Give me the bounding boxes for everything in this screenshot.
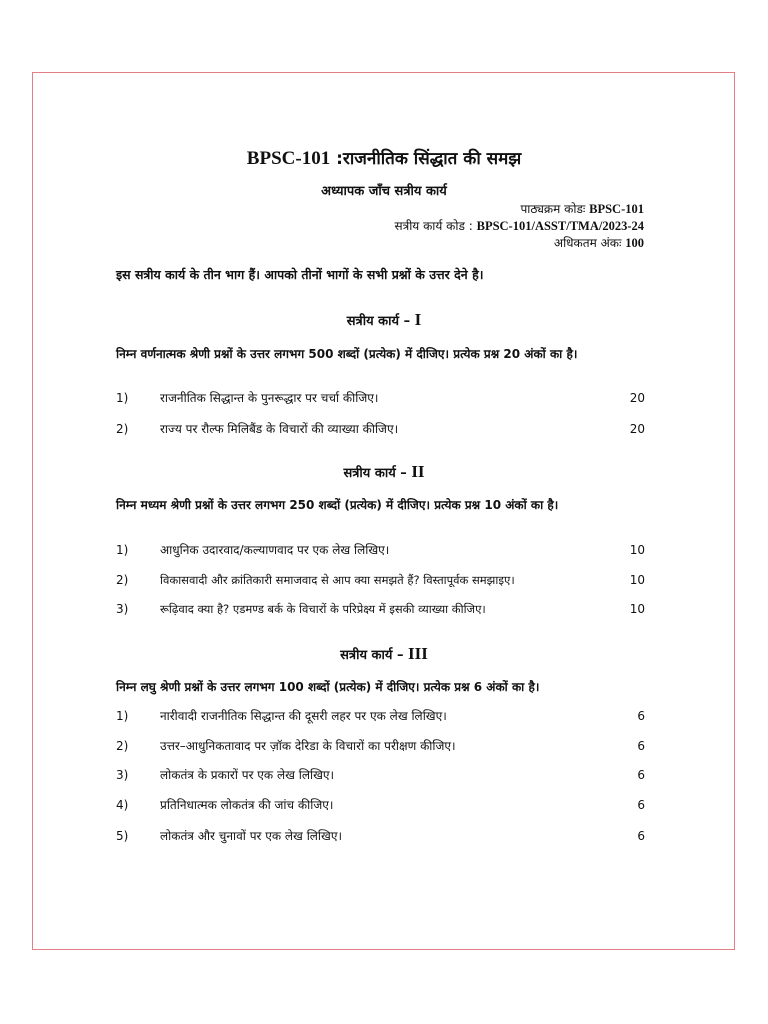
section-instruction-1: निम्न वर्णनात्मक श्रेणी प्रश्नों के उत्तर लगभग 500 शब्दों (प्रत्येक) में दीजिए। प्रत्येक प्रश्न 20 अंकों का है। — [116, 347, 578, 361]
question-number: 2) — [116, 573, 129, 587]
question-number: 2) — [116, 739, 129, 753]
question-marks: 6 — [637, 709, 645, 723]
question-marks: 10 — [629, 573, 645, 587]
meta-value: BPSC-101 — [589, 202, 644, 216]
section-heading-3 — [0, 644, 768, 664]
question-item — [116, 540, 645, 560]
question-item — [116, 826, 645, 846]
question-marks: 6 — [637, 768, 645, 782]
question-text: लोकतंत्र और चुनावों पर एक लेख लिखिए। — [160, 829, 343, 843]
document-title — [0, 146, 768, 170]
section-label: सत्रीय कार्य – — [346, 314, 411, 329]
section-label: सत्रीय कार्य – — [343, 466, 407, 481]
question-text: राजनीतिक सिद्धान्त के पुनरूद्धार पर चर्चा कीजिए। — [160, 391, 379, 405]
question-number: 1) — [116, 709, 129, 723]
section-numeral: III — [408, 644, 428, 663]
question-text: विकासवादी और क्रांतिकारी समाजवाद से आप क्या समझते हैं? विस्तापूर्वक समझाइए। — [160, 573, 515, 587]
meta-course-code — [520, 200, 644, 217]
question-number: 4) — [116, 798, 129, 812]
section-instruction-3: निम्न लघु श्रेणी प्रश्नों के उत्तर लगभग 100 शब्दों (प्रत्येक) में दीजिए। प्रत्येक प्रश्न 6 अंकों का है। — [116, 680, 540, 694]
question-number: 3) — [116, 768, 129, 782]
question-number: 1) — [116, 391, 129, 405]
meta-label: अधिकतम अंकः — [553, 236, 622, 250]
question-marks: 6 — [637, 739, 645, 753]
section-heading-2 — [0, 462, 768, 482]
question-number: 5) — [116, 829, 129, 843]
question-item — [116, 570, 645, 590]
title-text: राजनीतिक सिंद्धात की समझ — [342, 149, 522, 169]
meta-assignment-code — [394, 217, 644, 234]
question-text: प्रतिनिधात्मक लोकतंत्र की जांच कीजिए। — [160, 798, 334, 812]
question-marks: 20 — [629, 422, 645, 436]
document-subtitle: अध्यापक जाँच सत्रीय कार्य — [321, 184, 447, 199]
question-number: 1) — [116, 543, 129, 557]
question-text: नारीवादी राजनीतिक सिद्धान्त की दूसरी लहर पर एक लेख लिखिए। — [160, 709, 447, 723]
question-item — [116, 599, 645, 619]
section-label: सत्रीय कार्य – — [340, 648, 404, 663]
question-text: उत्तर–आधुनिकतावाद पर ज़ॉक देरिडा के विचारों का परीक्षण कीजिए। — [160, 739, 456, 753]
question-marks: 10 — [629, 543, 645, 557]
question-marks: 10 — [629, 602, 645, 616]
question-item — [116, 795, 645, 815]
question-number: 2) — [116, 422, 129, 436]
section-instruction-2: निम्न मध्यम श्रेणी प्रश्नों के उत्तर लगभग 250 शब्दों (प्रत्येक) में दीजिए। प्रत्येक प्रश्न 10 अंकों का है। — [116, 498, 559, 512]
question-item — [116, 419, 645, 439]
question-text: रूढ़िवाद क्या है? एडमण्ड बर्क के विचारों के परिप्रेक्ष्य में इसकी व्याख्या कीजिए। — [160, 602, 486, 616]
title-separator: : — [330, 149, 343, 169]
course-code: BPSC-101 — [246, 148, 331, 169]
question-number: 3) — [116, 602, 129, 616]
question-marks: 6 — [637, 798, 645, 812]
question-item — [116, 706, 645, 726]
question-text: लोकतंत्र के प्रकारों पर एक लेख लिखिए। — [160, 768, 335, 782]
question-item — [116, 765, 645, 785]
meta-value: 100 — [625, 236, 644, 250]
question-item — [116, 388, 645, 408]
section-numeral: I — [414, 310, 422, 329]
question-text: राज्य पर रौल्फ मिलिबैंड के विचारों की व्याख्या कीजिए। — [160, 422, 399, 436]
section-numeral: II — [411, 462, 425, 481]
question-marks: 20 — [629, 391, 645, 405]
question-text: आधुनिक उदारवाद/कल्याणवाद पर एक लेख लिखिए। — [160, 543, 390, 557]
general-instruction: इस सत्रीय कार्य के तीन भाग हैं। आपको तीनों भागों के सभी प्रश्नों के उत्तर देने है। — [116, 267, 484, 282]
meta-value: BPSC-101/ASST/TMA/2023-24 — [476, 219, 644, 233]
meta-label: पाठ्यक्रम कोडः — [520, 202, 586, 216]
meta-label: सत्रीय कार्य कोड : — [394, 219, 473, 233]
question-marks: 6 — [637, 829, 645, 843]
meta-max-marks — [554, 234, 644, 251]
section-heading-1 — [0, 310, 768, 330]
question-item — [116, 736, 645, 756]
